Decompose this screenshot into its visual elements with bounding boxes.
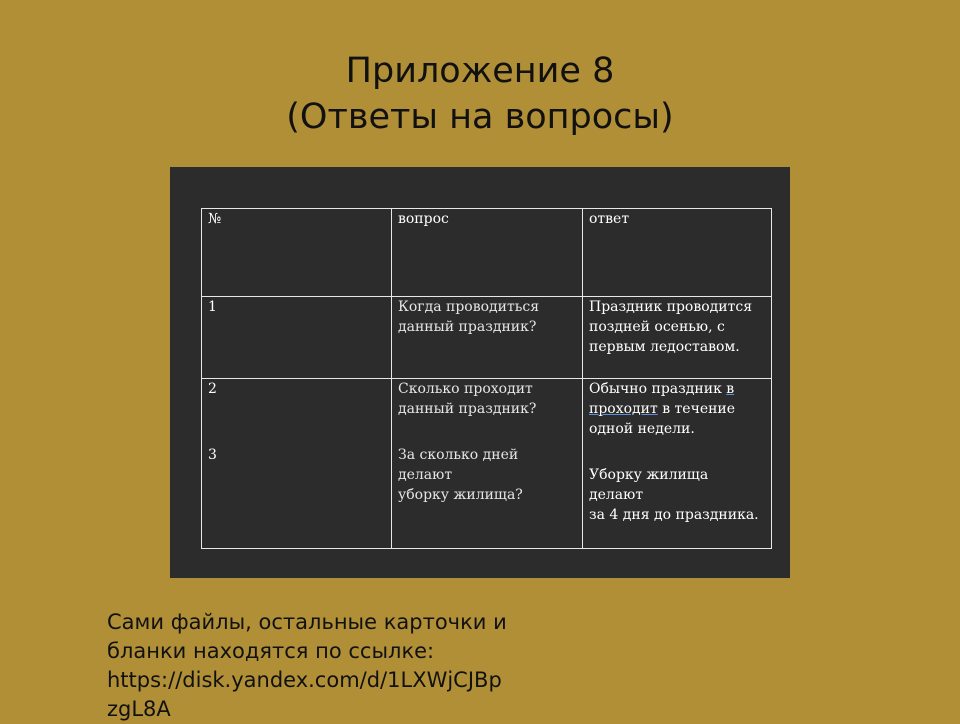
row-3-number: 3 — [208, 446, 217, 463]
row-1-answer-line: поздней осенью, с — [589, 318, 725, 335]
table-row — [202, 378, 772, 548]
row-1-answer-line: первым ледоставом. — [589, 338, 740, 355]
row-number — [202, 378, 392, 548]
row-2-question-line: Сколько проходит — [398, 380, 533, 397]
footer-line: Сами файлы, остальные карточки и — [107, 610, 507, 634]
row-number — [202, 296, 392, 378]
row-1-question-line: данный праздник? — [398, 318, 537, 335]
answers-table — [201, 208, 772, 549]
slide-title-line-1: Приложение 8 — [345, 51, 615, 91]
row-3-answer-line: Уборку жилища делают — [589, 466, 709, 503]
row-2-answer-line: проходит в течение — [589, 400, 736, 417]
row-2-answer-line: Обычно праздник в — [589, 380, 735, 397]
row-1-question-line: Когда проводиться — [398, 298, 540, 315]
row-2-answer-line: одной недели. — [589, 420, 695, 437]
row-question — [392, 378, 583, 548]
row-2-question-line: данный праздник? — [398, 400, 537, 417]
spellcheck-underline: в — [726, 380, 735, 397]
row-3-question-line: уборку жилища? — [398, 486, 523, 503]
header-question: вопрос — [392, 209, 583, 297]
table-header-row — [202, 209, 772, 297]
row-3-answer-line: за 4 дня до праздника. — [589, 506, 759, 523]
slide-title — [0, 48, 960, 140]
row-1-number: 1 — [208, 298, 217, 315]
row-3-question-line: За сколько дней делают — [398, 446, 519, 483]
table-row — [202, 296, 772, 378]
row-answer — [583, 378, 772, 548]
row-2-number: 2 — [208, 380, 217, 397]
row-answer — [583, 296, 772, 378]
slide-title-line-2: (Ответы на вопросы) — [286, 97, 674, 137]
spellcheck-underline: проходит — [589, 400, 658, 417]
footer-link[interactable]: https://disk.yandex.com/d/1LXWjCJBp — [107, 668, 502, 692]
header-number: № — [202, 209, 392, 297]
row-1-answer-line: Праздник проводится — [589, 298, 753, 315]
footer-note — [107, 608, 587, 724]
table-image-panel — [170, 167, 790, 578]
footer-link[interactable]: zgL8A — [107, 697, 171, 721]
row-question — [392, 296, 583, 378]
footer-line: бланки находятся по ссылке: — [107, 639, 435, 663]
header-answer: ответ — [583, 209, 772, 297]
